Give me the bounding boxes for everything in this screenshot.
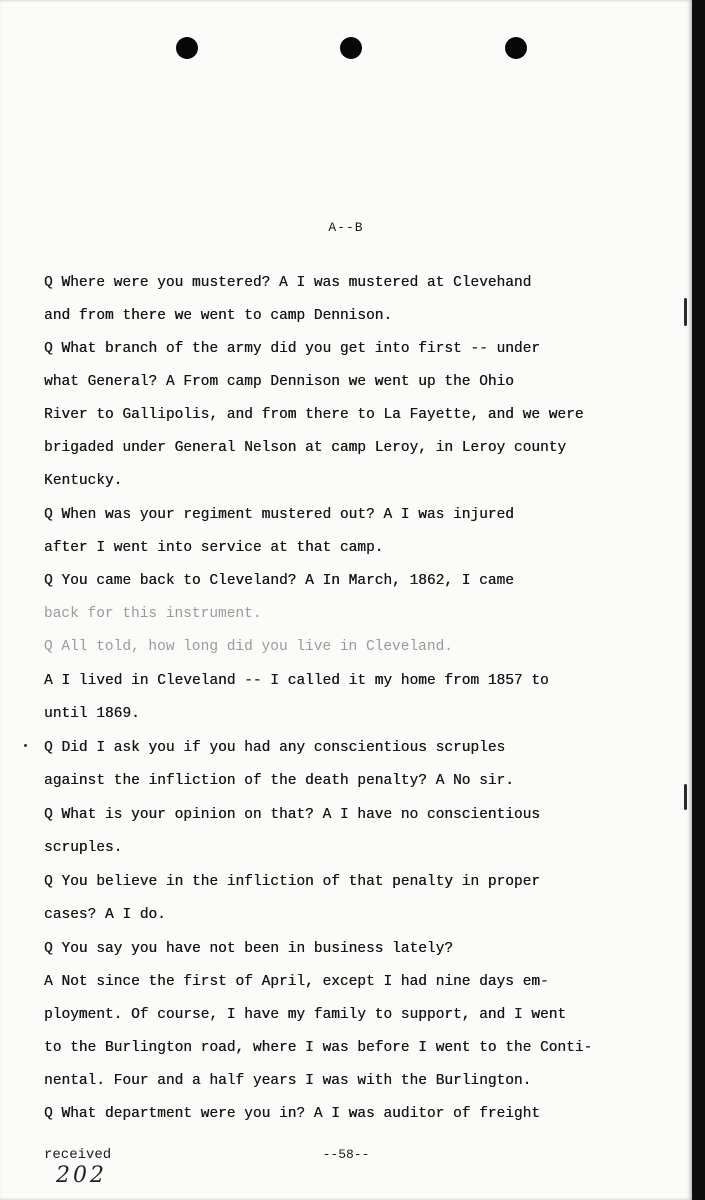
transcript-line: Kentucky. xyxy=(44,473,123,489)
transcript-line: Q Did I ask you if you had any conscientious scruples xyxy=(44,740,506,756)
page-heading: A--B xyxy=(328,220,364,235)
transcript-line: what General? A From camp Dennison we went up the Ohio xyxy=(44,374,514,390)
transcript-line: ployment. Of course, I have my family to support, and I went xyxy=(44,1007,567,1023)
transcript-line: A I lived in Cleveland -- I called it my home from 1857 to xyxy=(44,673,549,689)
footer-received: received xyxy=(44,1147,112,1163)
page-number: --58-- xyxy=(322,1147,370,1162)
transcript-line: cases? A I do. xyxy=(44,907,166,923)
transcript-line: River to Gallipolis, and from there to La Fayette, and we were xyxy=(44,407,584,423)
punch-hole xyxy=(505,37,527,59)
margin-mark xyxy=(24,744,27,747)
punch-hole xyxy=(176,37,198,59)
transcript-line: nental. Four and a half years I was with the Burlington. xyxy=(44,1073,532,1089)
transcript-line: Q When was your regiment mustered out? A I was injured xyxy=(44,507,514,523)
transcript-line: Q You came back to Cleveland? A In March, 1862, I came xyxy=(44,573,514,589)
transcript-line: after I went into service at that camp. xyxy=(44,540,384,556)
edge-mark xyxy=(684,298,687,326)
transcript-line: Q Where were you mustered? A I was mustered at Clevehand xyxy=(44,275,532,291)
transcript-line: to the Burlington road, where I was before I went to the Conti- xyxy=(44,1040,593,1056)
transcript-line: Q What is your opinion on that? A I have no conscientious xyxy=(44,807,540,823)
transcript-line: Q You believe in the infliction of that penalty in proper xyxy=(44,874,540,890)
transcript-line: Q What department were you in? A I was auditor of freight xyxy=(44,1106,540,1122)
transcript-line: back for this instrument. xyxy=(44,606,262,622)
transcript-line: Q You say you have not been in business lately? xyxy=(44,941,453,957)
transcript-line: Q What branch of the army did you get into first -- under xyxy=(44,341,540,357)
punch-hole xyxy=(340,37,362,59)
transcript-line: against the infliction of the death penalty? A No sir. xyxy=(44,773,514,789)
handwritten-page-number: 202 xyxy=(56,1163,107,1188)
transcript-line: scruples. xyxy=(44,840,123,856)
transcript-line: Q All told, how long did you live in Cleveland. xyxy=(44,639,453,655)
transcript-line: until 1869. xyxy=(44,706,140,722)
transcript-line: brigaded under General Nelson at camp Leroy, in Leroy county xyxy=(44,440,567,456)
transcript-line: and from there we went to camp Dennison. xyxy=(44,308,393,324)
transcript-line: A Not since the first of April, except I had nine days em- xyxy=(44,974,549,990)
edge-mark xyxy=(684,784,687,810)
